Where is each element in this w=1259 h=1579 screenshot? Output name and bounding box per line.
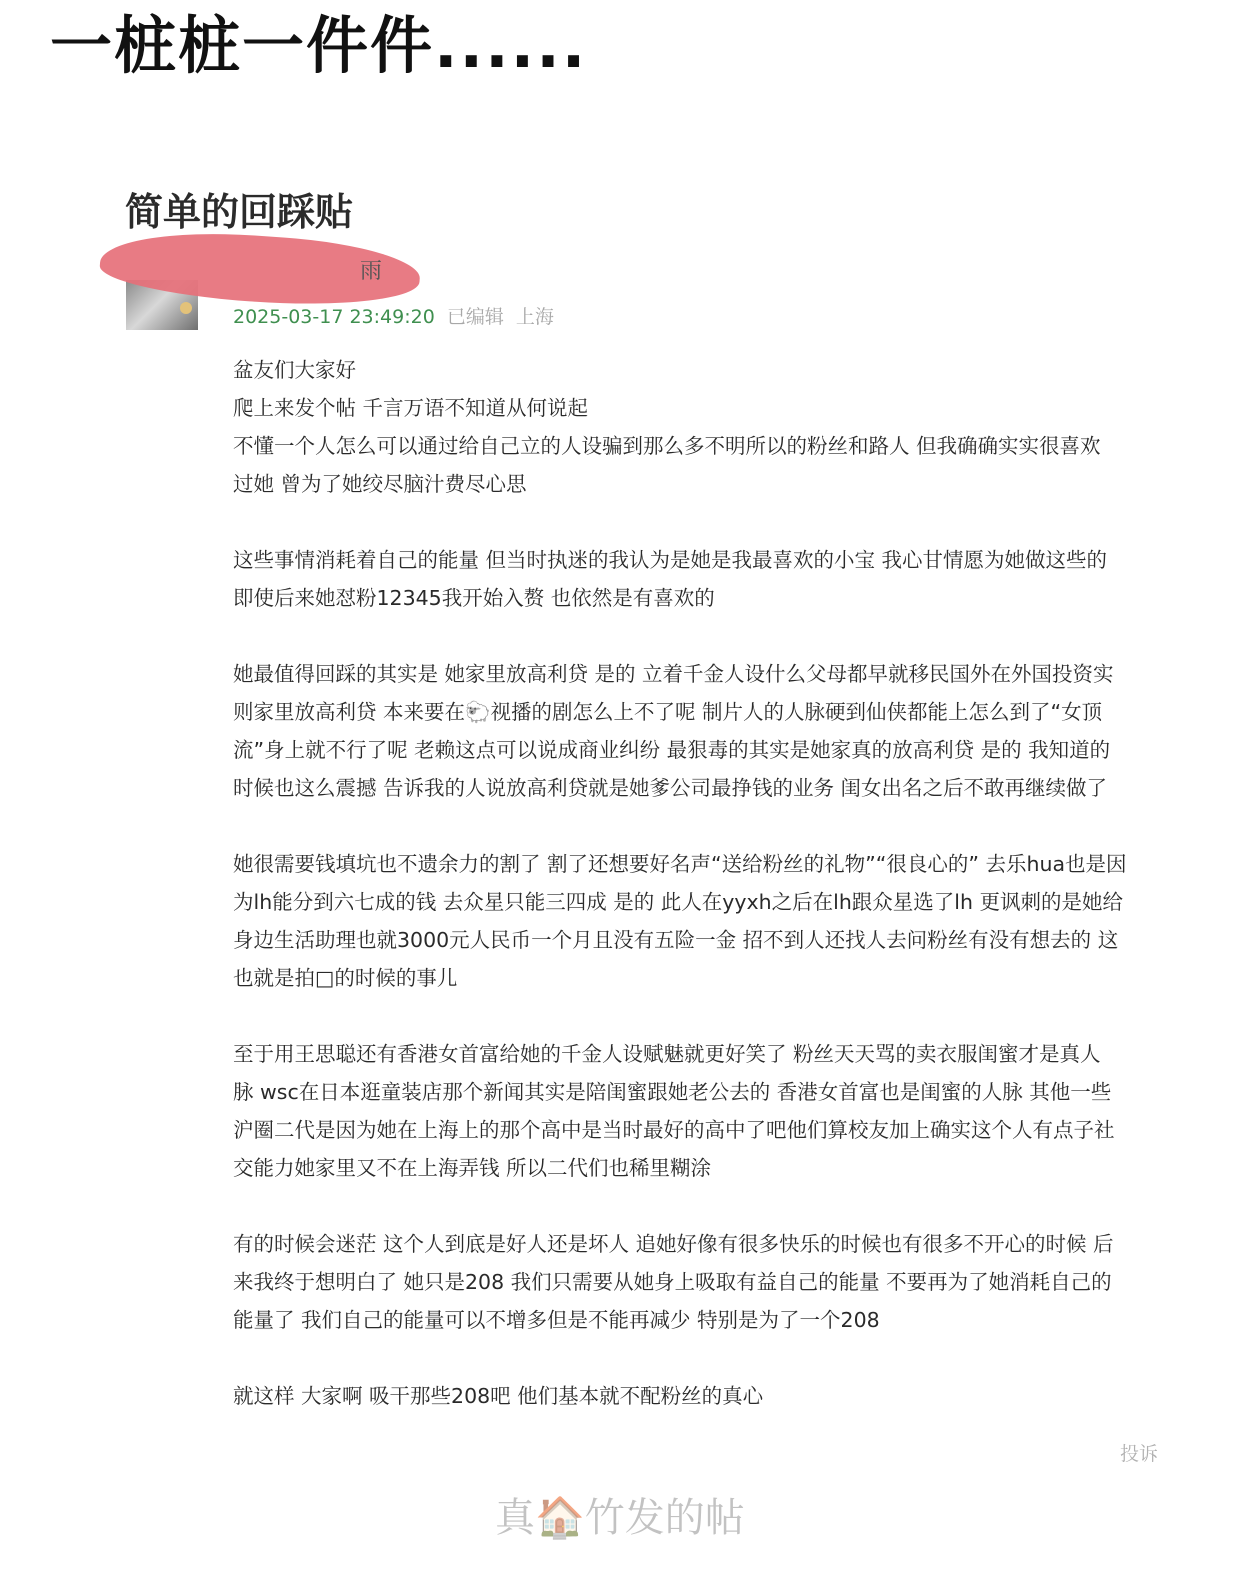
watermark: 真🏠竹发的帖 bbox=[495, 1495, 745, 1541]
post-line: 脉 wsc在日本逛童装店那个新闻其实是陪闺蜜跟她老公去的 香港女首富也是闺蜜的人脉 其他一些 bbox=[233, 1080, 1112, 1104]
post-timestamp: 2025-03-17 23:49:20 bbox=[233, 306, 435, 328]
post-line: 就这样 大家啊 吸干那些208吧 他们基本就不配粉丝的真心 bbox=[233, 1384, 764, 1408]
post-body bbox=[233, 351, 1173, 1453]
post-line: 这些事情消耗着自己的能量 但当时执迷的我认为是她是我最喜欢的小宝 我心甘情愿为她做这些的 bbox=[233, 548, 1108, 572]
post-line: 能量了 我们自己的能量可以不增多但是不能再减少 特别是为了一个208 bbox=[233, 1308, 880, 1332]
post-paragraph bbox=[233, 1225, 1173, 1339]
post-line: 时候也这么震撼 告诉我的人说放高利贷就是她爹公司最挣钱的业务 闺女出名之后不敢再继续做了 bbox=[233, 776, 1108, 800]
post-line: 即使后来她怼粉12345我开始入赘 也依然是有喜欢的 bbox=[233, 586, 715, 610]
post-line: 交能力她家里又不在上海弄钱 所以二代们也稀里糊涂 bbox=[233, 1156, 712, 1180]
post-line: 也就是拍□的时候的事儿 bbox=[233, 966, 458, 990]
post-paragraph bbox=[233, 541, 1173, 617]
report-link[interactable]: 投诉 bbox=[1120, 1443, 1159, 1465]
post-line: 她最值得回踩的其实是 她家里放高利贷 是的 立着千金人设什么父母都早就移民国外在外国投资实 bbox=[233, 662, 1114, 686]
post-line: 流”身上就不行了呢 老赖这点可以说成商业纠纷 最狠毒的其实是她家真的放高利贷 是的 我知道的 bbox=[233, 738, 1111, 762]
post-location: 上海 bbox=[515, 306, 554, 328]
post-line: 来我终于想明白了 她只是208 我们只需要从她身上吸取有益自己的能量 不要再为了她消耗自己的 bbox=[233, 1270, 1112, 1294]
post-line: 她很需要钱填坑也不遗余力的割了 割了还想要好名声“送给粉丝的礼物”“很良心的” 去乐hua也是因 bbox=[233, 852, 1127, 876]
post-line: 身边生活助理也就3000元人民币一个月且没有五险一金 招不到人还找人去问粉丝有没有想去的 这 bbox=[233, 928, 1119, 952]
post-line: 至于用王思聪还有香港女首富给她的千金人设赋魅就更好笑了 粉丝天天骂的卖衣服闺蜜才是真人 bbox=[233, 1042, 1101, 1066]
post-line: 盆友们大家好 bbox=[233, 358, 356, 382]
post-paragraph bbox=[233, 1377, 1173, 1415]
author-name-fragment[interactable]: 雨 bbox=[360, 259, 383, 284]
post-line: 沪圈二代是因为她在上海上的那个高中是当时最好的高中了吧他们算校友加上确实这个人有点子社 bbox=[233, 1118, 1115, 1142]
post-line: 爬上来发个帖 千言万语不知道从何说起 bbox=[233, 396, 589, 420]
post-paragraph bbox=[233, 655, 1173, 807]
post-paragraph bbox=[233, 1035, 1173, 1187]
edited-label: 已编辑 bbox=[446, 306, 504, 328]
post-line: 过她 曾为了她绞尽脑汁费尽心思 bbox=[233, 472, 527, 496]
post-title: 简单的回踩贴 bbox=[125, 190, 354, 234]
post-line: 有的时候会迷茫 这个人到底是好人还是坏人 追她好像有很多快乐的时候也有很多不开心的时候 后 bbox=[233, 1232, 1114, 1256]
post-line: 不懂一个人怎么可以通过给自己立的人设骗到那么多不明所以的粉丝和路人 但我确确实实很喜欢 bbox=[233, 434, 1101, 458]
page-headline: 一桩桩一件件...... bbox=[50, 9, 588, 82]
post-paragraph bbox=[233, 845, 1173, 997]
post-line: 为lh能分到六七成的钱 去众星只能三四成 是的 此人在yyxh之后在lh跟众星选了lh 更讽刺的是她给 bbox=[233, 890, 1124, 914]
post-paragraph bbox=[233, 351, 1173, 503]
post-meta bbox=[233, 303, 554, 331]
post-line: 则家里放高利贷 本来要在🐑视播的剧怎么上不了呢 制片人的人脉硬到仙侠都能上怎么到了“女顶 bbox=[233, 700, 1103, 724]
